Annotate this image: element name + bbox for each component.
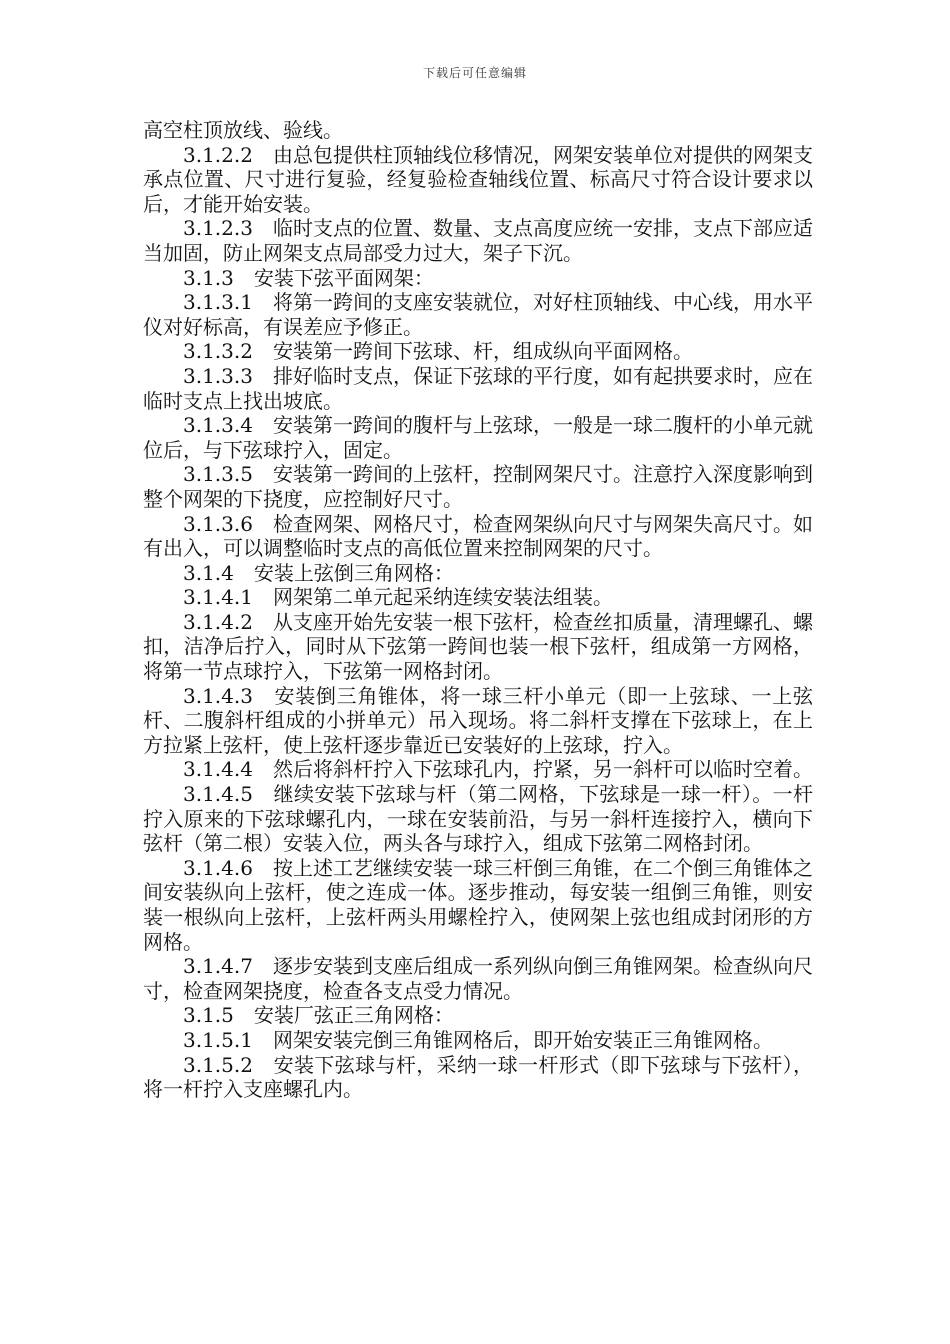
paragraph: 高空柱顶放线、验线。 — [143, 118, 343, 142]
paragraph: 3.1.4.1 网架第二单元起采纳连续安装法组装。 — [183, 585, 613, 610]
paragraph: 3.1.4.4 然后将斜杆拧入下弦球孔内，拧紧，另一斜杆可以临时空着。 — [183, 757, 813, 782]
section-heading: 3.1.4 安装上弦倒三角网格： — [183, 560, 454, 585]
paragraph: 3.1.3.2 安装第一跨间下弦球、杆，组成纵向平面网格。 — [183, 339, 693, 364]
paragraph: 3.1.3.1 将第一跨间的支座安装就位，对好柱顶轴线、中心线，用水平仪对好标高，有误差应予修正。 — [143, 290, 813, 339]
paragraph: 3.1.4.5 继续安装下弦球与杆（第二网格，下弦球是一球一杆）。一杆拧入原来的下弦球螺孔内，一球在安装前沿，与另一斜杆连接拧入，横向下弦杆（第二根）安装入位，两头各与球拧入，组成下弦第二网格封闭。 — [143, 782, 813, 856]
paragraph: 3.1.3.6 检查网架、网格尺寸，检查网架纵向尺寸与网架失高尺寸。如有出入，可以调整临时支点的高低位置来控制网架的尺寸。 — [143, 511, 813, 561]
paragraph: 3.1.4.2 从支座开始先安装一根下弦杆，检查丝扣质量，清理螺孔、螺扣，洁净后拧入，同时从下弦第一跨间也装一根下弦杆，组成第一方网格，将第一节点球拧入，下弦第一网格封闭。 — [143, 609, 813, 684]
paragraph: 3.1.3.5 安装第一跨间的上弦杆，控制网架尺寸。注意拧入深度影响到整个网架的下挠度，应控制好尺寸。 — [143, 462, 813, 511]
paragraph: 3.1.5.2 安装下弦球与杆，采纳一球一杆形式（即下弦球与下弦杆），将一杆拧入支座螺孔内。 — [143, 1052, 813, 1102]
section-heading: 3.1.5 安装厂弦正三角网格： — [183, 1003, 454, 1028]
page-header: 下载后可任意编辑 — [422, 66, 527, 80]
document-body — [143, 118, 813, 1102]
paragraph: 3.1.2.3 临时支点的位置、数量、支点高度应统一安排，支点下部应适当加固，防止网架支点局部受力过大，架子下沉。 — [143, 216, 813, 265]
section-heading: 3.1.3 安装下弦平面网架： — [183, 265, 434, 290]
paragraph: 3.1.3.4 安装第一跨间的腹杆与上弦球，一般是一球二腹杆的小单元就位后，与下弦球拧入，固定。 — [143, 413, 813, 462]
paragraph: 3.1.4.7 逐步安装到支座后组成一系列纵向倒三角锥网架。检查纵向尺寸，检查网架挠度，检查各支点受力情况。 — [143, 954, 813, 1003]
paragraph: 3.1.4.3 安装倒三角锥体，将一球三杆小单元（即一上弦球、一上弦杆、二腹斜杆组成的小拼单元）吊入现场。将二斜杆支撑在下弦球上，在上方拉紧上弦杆，使上弦杆逐步靠近已安装好的上弦球，拧入。 — [143, 683, 813, 757]
paragraph: 3.1.4.6 按上述工艺继续安装一球三杆倒三角锥，在二个倒三角锥体之间安装纵向上弦杆，使之连成一体。逐步推动，每安装一组倒三角锥，则安装一根纵向上弦杆，上弦杆两头用螺栓拧入，使网架上弦也组成封闭形的方网格。 — [143, 855, 813, 954]
paragraph: 3.1.2.2 由总包提供柱顶轴线位移情况，网架安装单位对提供的网架支承点位置、尺寸进行复验，经复验检查轴线位置、标高尺寸符合设计要求以后，才能开始安装。 — [143, 142, 813, 216]
paragraph: 3.1.5.1 网架安装完倒三角锥网格后，即开始安装正三角锥网格。 — [183, 1027, 773, 1052]
paragraph: 3.1.3.3 排好临时支点，保证下弦球的平行度，如有起拱要求时，应在临时支点上找出坡底。 — [143, 363, 813, 413]
